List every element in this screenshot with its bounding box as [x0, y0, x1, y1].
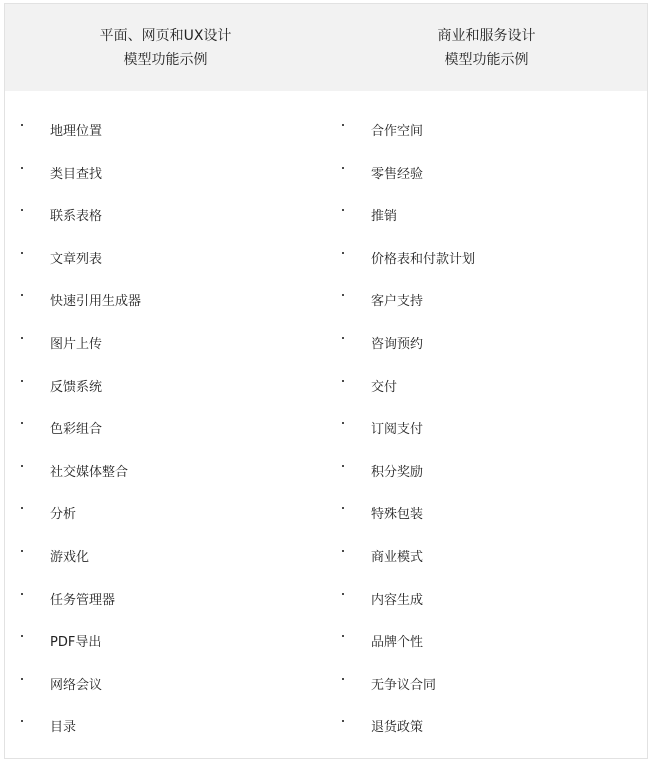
list-item	[5, 707, 326, 750]
list-item-label: 客户支持	[371, 294, 424, 310]
bullet-icon	[342, 422, 344, 424]
bullet-icon	[342, 380, 344, 382]
list-item	[5, 494, 326, 537]
list-item	[5, 154, 326, 197]
list-item	[326, 622, 647, 665]
list-item-label: 咨询预约	[371, 336, 424, 352]
list-item-label: 内容生成	[371, 592, 424, 608]
bullet-icon	[21, 550, 23, 552]
header-left-line1: 平面、网页和UX设计	[99, 27, 232, 44]
list-item	[5, 537, 326, 580]
list-item	[326, 111, 647, 154]
bullet-icon	[342, 252, 344, 254]
bullet-icon	[21, 167, 23, 169]
list-item	[326, 196, 647, 239]
list-item-label: 类目查找	[50, 166, 103, 182]
list-item-label: PDF导出	[50, 635, 102, 651]
left-feature-list	[5, 111, 326, 750]
bullet-icon	[342, 550, 344, 552]
list-item-label: 任务管理器	[50, 592, 116, 608]
list-item	[326, 665, 647, 708]
list-item	[5, 196, 326, 239]
list-item	[326, 324, 647, 367]
list-item	[326, 537, 647, 580]
bullet-icon	[21, 465, 23, 467]
list-item	[5, 281, 326, 324]
list-item-label: 零售经验	[371, 166, 424, 182]
header-left	[5, 4, 326, 91]
list-item	[5, 239, 326, 282]
list-item	[5, 409, 326, 452]
list-item	[5, 580, 326, 623]
header-right-line1: 商业和服务设计	[437, 27, 536, 44]
bullet-icon	[342, 507, 344, 509]
list-item	[326, 409, 647, 452]
bullet-icon	[342, 635, 344, 637]
bullet-icon	[21, 422, 23, 424]
feature-table	[4, 3, 648, 759]
header-right-line2: 模型功能示例	[444, 51, 529, 68]
list-item-label: 交付	[371, 379, 398, 395]
header-left-line2: 模型功能示例	[123, 51, 208, 68]
list-item	[5, 622, 326, 665]
bullet-icon	[21, 593, 23, 595]
bullet-icon	[342, 720, 344, 722]
header-right	[326, 4, 647, 91]
bullet-icon	[21, 635, 23, 637]
list-item-label: 图片上传	[50, 336, 103, 352]
list-item-label: 特殊包装	[371, 507, 424, 523]
bullet-icon	[21, 380, 23, 382]
list-item-label: 地理位置	[50, 124, 103, 139]
table-body	[5, 91, 647, 750]
list-item-label: 品牌个性	[371, 635, 424, 651]
bullet-icon	[342, 167, 344, 169]
list-item-label: 推销	[371, 209, 398, 225]
list-item-label: 色彩组合	[50, 422, 103, 438]
list-item-label: 联系表格	[50, 209, 103, 225]
list-item-label: 反馈系统	[50, 379, 103, 395]
list-item-label: 社交媒体整合	[50, 464, 129, 480]
list-item-label: 价格表和付款计划	[371, 251, 476, 267]
bullet-icon	[342, 209, 344, 211]
list-item-label: 合作空间	[371, 124, 424, 139]
list-item	[5, 452, 326, 495]
bullet-icon	[342, 294, 344, 296]
bullet-icon	[21, 124, 23, 126]
bullet-icon	[342, 678, 344, 680]
list-item	[326, 154, 647, 197]
right-feature-list	[326, 111, 647, 750]
list-item	[5, 324, 326, 367]
bullet-icon	[342, 593, 344, 595]
bullet-icon	[21, 507, 23, 509]
table-header	[5, 4, 647, 91]
list-item	[326, 239, 647, 282]
bullet-icon	[21, 294, 23, 296]
list-item-label: 商业模式	[371, 549, 424, 565]
list-item-label: 目录	[50, 720, 77, 736]
bullet-icon	[21, 678, 23, 680]
list-item	[5, 367, 326, 410]
list-item	[5, 665, 326, 708]
list-item-label: 快速引用生成器	[50, 294, 142, 310]
list-item-label: 网络会议	[50, 677, 103, 693]
list-item	[326, 580, 647, 623]
list-item	[326, 707, 647, 750]
bullet-icon	[342, 124, 344, 126]
bullet-icon	[342, 465, 344, 467]
list-item-label: 积分奖励	[371, 464, 424, 480]
list-item-label: 游戏化	[50, 549, 90, 565]
bullet-icon	[21, 337, 23, 339]
list-item-label: 无争议合同	[371, 677, 437, 693]
list-item	[326, 281, 647, 324]
list-item	[326, 367, 647, 410]
list-item	[326, 452, 647, 495]
list-item-label: 分析	[50, 507, 77, 523]
bullet-icon	[342, 337, 344, 339]
list-item	[5, 111, 326, 154]
list-item-label: 文章列表	[50, 251, 103, 267]
list-item-label: 订阅支付	[371, 422, 424, 438]
bullet-icon	[21, 252, 23, 254]
bullet-icon	[21, 209, 23, 211]
list-item	[326, 494, 647, 537]
list-item-label: 退货政策	[371, 720, 424, 736]
bullet-icon	[21, 720, 23, 722]
